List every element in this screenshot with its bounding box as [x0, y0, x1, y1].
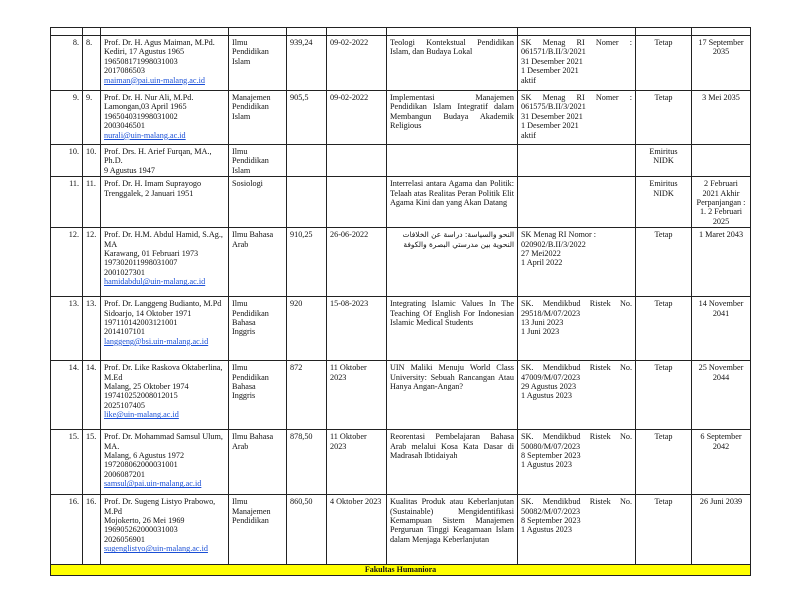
professor-name: Prof. Dr. H.M. Abdul Hamid, S.Ag., MA: [104, 230, 223, 249]
field-cell: [229, 430, 287, 495]
field-cell: [229, 361, 287, 430]
speech-title-cell: [387, 228, 518, 297]
email-link[interactable]: hamidabdul@uin-malang.ac.id: [104, 277, 206, 287]
table-row: [51, 91, 751, 145]
retirement-date: 1 Maret 2043: [692, 228, 751, 297]
row-number: 13.: [51, 297, 83, 361]
decree-line: SK. Mendikbud Ristek No. 50080/M/07/2023: [521, 432, 632, 451]
speech-title: Implementasi Manajemen Pendidikan Islam Integratif dalam Membangun Budaya Akademik Religious: [390, 93, 514, 131]
nip-number: 197208062000031001: [104, 460, 178, 470]
kum-score: 872: [287, 361, 327, 430]
nidn-number: 2001027301: [104, 267, 145, 277]
nip-number: 196905262000031003: [104, 525, 178, 535]
email-link[interactable]: sugenglistyo@uin-malang.ac.id: [104, 544, 208, 554]
professor-info-cell: [101, 145, 229, 177]
decree-line: 27 Mei2022: [521, 249, 561, 259]
row-number-secondary: 16.: [83, 495, 101, 565]
nip-number: 196504031998031002: [104, 111, 178, 121]
field-line: Ilmu Bahasa: [232, 230, 274, 240]
speech-title-cell: [387, 361, 518, 430]
field-line: Sosiologi: [232, 179, 263, 189]
employment-status: Emiritus NIDK: [636, 177, 692, 228]
retirement-date: 17 September 2035: [692, 36, 751, 91]
field-line: Ilmu: [232, 147, 248, 156]
decree-line: aktif: [521, 130, 537, 140]
nidn-number: 2014107101: [104, 327, 145, 337]
professor-name: Prof. Dr. H. Nur Ali, M.Pd.: [104, 93, 194, 102]
birth-info: Lamongan,03 April 1965: [104, 102, 187, 112]
nidn-number: 2025107405: [104, 400, 145, 410]
inauguration-date: 09-02-2022: [327, 36, 387, 91]
employment-status: Tetap: [636, 36, 692, 91]
row-number: 8.: [51, 36, 83, 91]
professor-name: Prof. Dr. Mohammad Samsul Ulum, MA.: [104, 432, 223, 451]
birth-info: Sidoarjo, 14 Oktober 1971: [104, 308, 192, 318]
speech-title-arabic: النحو والسياسة: دراسة عن الخلافات النحوية بين مدرستي البصرة والكوفة: [402, 230, 514, 249]
decree-cell: [518, 145, 636, 177]
speech-title: UIN Maliki Menuju World Class University: Sebuah Rancangan Atau Hanya Angan-Angan?: [390, 363, 514, 392]
professor-info-cell: [101, 36, 229, 91]
retirement-date: 25 November 2044: [692, 361, 751, 430]
field-line: Pendidikan: [232, 308, 269, 318]
decree-line: SK Menag RI Nomer : 061571/B.II/3/2021: [521, 38, 632, 57]
professor-info-cell: [101, 495, 229, 565]
employment-status: Tetap: [636, 297, 692, 361]
decree-line: 31 Desember 2021: [521, 56, 583, 66]
kum-score: 939,24: [287, 36, 327, 91]
professor-info-cell: [101, 430, 229, 495]
speech-title-cell: [387, 36, 518, 91]
email-link[interactable]: langgeng@bsi.uin-malang.ac.id: [104, 336, 209, 346]
inauguration-date: 4 Oktober 2023: [327, 495, 387, 565]
speech-title: Integrating Islamic Values In The Teaching Of English For Indonesian Islamic Medical Students: [390, 299, 514, 328]
decree-line: aktif: [521, 75, 537, 85]
employment-status: Tetap: [636, 228, 692, 297]
field-line: Ilmu: [232, 497, 248, 507]
nidn-number: 2026056901: [104, 534, 145, 544]
decree-line: 8 September 2023: [521, 516, 581, 526]
nip-number: 197110142003121001: [104, 318, 178, 328]
decree-cell: [518, 495, 636, 565]
field-cell: [229, 297, 287, 361]
decree-line: SK. Mendikbud Ristek No. 47009/M/07/2023: [521, 363, 632, 382]
decree-line: 1 Desember 2021: [521, 66, 579, 76]
professor-name: Prof. Dr. Sugeng Listyo Prabowo, M.Pd: [104, 497, 216, 516]
row-number-secondary: 9.: [83, 91, 101, 145]
row-number-secondary: 11.: [83, 177, 101, 228]
field-line: Pendidikan: [232, 102, 269, 112]
inauguration-date: 26-06-2022: [327, 228, 387, 297]
kum-score: [287, 145, 327, 177]
decree-line: 31 Desember 2021: [521, 111, 583, 121]
field-line: Inggris: [232, 391, 256, 401]
decree-line: SK. Mendikbud Ristek No. 29518/M/07/2023: [521, 299, 632, 318]
speech-title-cell: [387, 177, 518, 228]
kum-score: 910,25: [287, 228, 327, 297]
decree-cell: [518, 177, 636, 228]
table-row: [51, 297, 751, 361]
decree-cell: [518, 228, 636, 297]
field-cell: [229, 177, 287, 228]
speech-title: Interrelasi antara Agama dan Politik: Telaah atas Realitas Peran Politik Elit Agama Kini dan yang Akan Datang: [390, 179, 514, 208]
table-top-row: [51, 28, 751, 36]
speech-title-cell: [387, 297, 518, 361]
birth-info: Malang, 25 Oktober 1974: [104, 382, 189, 392]
retirement-date: 3 Mei 2035: [692, 91, 751, 145]
professor-info-cell: [101, 228, 229, 297]
kum-score: 920: [287, 297, 327, 361]
field-line: Ilmu Bahasa: [232, 432, 274, 442]
field-line: Pendidikan: [232, 156, 269, 166]
professor-info-cell: [101, 91, 229, 145]
professor-name: Prof. Dr. H. Agus Maiman, M.Pd.: [104, 38, 215, 47]
field-line: Islam: [232, 111, 251, 121]
field-line: Ilmu: [232, 299, 248, 309]
speech-title-cell: [387, 430, 518, 495]
professor-info-cell: [101, 297, 229, 361]
retirement-date: 14 November 2041: [692, 297, 751, 361]
inauguration-date: [327, 177, 387, 228]
row-number-secondary: 8.: [83, 36, 101, 91]
kum-score: 860,50: [287, 495, 327, 565]
retirement-date: 6 September 2042: [692, 430, 751, 495]
retirement-date: 26 Juni 2039: [692, 495, 751, 565]
table-row: [51, 495, 751, 565]
decree-line: 1 Agustus 2023: [521, 525, 572, 535]
decree-line: 1 Juni 2023: [521, 327, 560, 337]
field-line: Pendidikan: [232, 47, 269, 57]
field-line: Arab: [232, 441, 249, 451]
table-row: [51, 145, 751, 177]
professor-name: Prof. Dr. H. Imam Suprayogo: [104, 179, 202, 189]
row-number: 11.: [51, 177, 83, 228]
speech-title-cell: [387, 145, 518, 177]
kum-score: 878,50: [287, 430, 327, 495]
decree-line: 020902/B.II/3/2022: [521, 239, 586, 249]
field-line: Islam: [232, 165, 251, 175]
field-line: Manajemen: [232, 506, 271, 516]
field-line: Pendidikan: [232, 372, 269, 382]
row-number: 14.: [51, 361, 83, 430]
speech-title-cell: [387, 91, 518, 145]
field-line: Bahasa: [232, 318, 256, 328]
inauguration-date: 15-08-2023: [327, 297, 387, 361]
table-row: [51, 430, 751, 495]
decree-line: 8 September 2023: [521, 451, 581, 461]
decree-line: 29 Agustus 2023: [521, 382, 577, 392]
row-number-secondary: 12.: [83, 228, 101, 297]
row-number: 16.: [51, 495, 83, 565]
email-link[interactable]: nurali@uin-malang.ac.id: [104, 130, 186, 140]
field-line: Pendidikan: [232, 516, 269, 526]
nidn-number: 2003046501: [104, 121, 145, 131]
row-number: 10.: [51, 145, 83, 177]
decree-cell: [518, 91, 636, 145]
employment-status: Emiritus NIDK: [636, 145, 692, 177]
retirement-date: [692, 145, 751, 177]
field-line: Arab: [232, 239, 249, 249]
professor-name: Prof. Dr. Like Raskova Oktaberlina, M.Ed: [104, 363, 223, 382]
professor-info-cell: [101, 177, 229, 228]
employment-status: Tetap: [636, 430, 692, 495]
decree-line: SK Menag RI Nomer : 061575/B.II/3/2021: [521, 93, 632, 112]
speech-title-cell: [387, 495, 518, 565]
nip-number: 197410252008012015: [104, 391, 178, 401]
professor-name: Prof. Dr. Langgeng Budianto, M.Pd: [104, 299, 222, 309]
field-cell: [229, 36, 287, 91]
decree-line: 1 Desember 2021: [521, 121, 579, 131]
row-number-secondary: 10.: [83, 145, 101, 177]
inauguration-date: [327, 145, 387, 177]
birth-info: Kediri, 17 Agustus 1965: [104, 47, 185, 57]
field-line: Bahasa: [232, 382, 256, 392]
decree-line: 1 Agustus 2023: [521, 391, 572, 401]
faculty-section-row: [51, 565, 751, 576]
email-link[interactable]: maiman@pai.uin-malang.ac.id: [104, 75, 205, 85]
decree-line: 1 Agustus 2023: [521, 460, 572, 470]
row-number-secondary: 15.: [83, 430, 101, 495]
birth-info: Karawang, 01 Februari 1973: [104, 249, 199, 259]
speech-title: Kualitas Produk atau Keberlanjutan (Sustainable) Mengidentifikasi Kemampuan Sistem Manajemen Perguruan Tinggi Keagamaan Islam dalam Menjaga Keberlanjutan: [390, 497, 514, 544]
birth-info: Malang, 6 Agustus 1972: [104, 451, 185, 461]
decree-line: SK Menag RI Nomor :: [521, 230, 597, 240]
decree-cell: [518, 430, 636, 495]
nidn-number: 2006087201: [104, 469, 145, 479]
table-row: [51, 36, 751, 91]
field-cell: [229, 145, 287, 177]
nidn-number: 2017086503: [104, 66, 145, 76]
field-line: Inggris: [232, 327, 256, 337]
table-row: [51, 177, 751, 228]
nip-number: 196508171998031003: [104, 56, 178, 66]
email-link[interactable]: like@uin-malang.ac.id: [104, 410, 179, 420]
row-number: 9.: [51, 91, 83, 145]
field-line: Ilmu: [232, 38, 248, 47]
birth-info: Mojokerto, 26 Mei 1969: [104, 516, 185, 526]
decree-cell: [518, 36, 636, 91]
field-cell: [229, 91, 287, 145]
decree-line: 13 Juni 2023: [521, 318, 564, 328]
email-link[interactable]: samsul@pai.uin-malang.ac.id: [104, 479, 202, 489]
kum-score: [287, 177, 327, 228]
field-line: Islam: [232, 56, 251, 66]
row-number: 15.: [51, 430, 83, 495]
field-cell: [229, 228, 287, 297]
kum-score: 905,5: [287, 91, 327, 145]
nip-number: 197302011998031007: [104, 258, 178, 268]
employment-status: Tetap: [636, 91, 692, 145]
faculty-section-label: Fakultas Humaniora: [51, 565, 751, 576]
retirement-date: 2 Februari 2021 Akhir Perpanjangan : 1. 2 Februari 2025: [692, 177, 751, 228]
decree-line: SK. Mendikbud Ristek No. 50082/M/07/2023: [521, 497, 632, 516]
birth-info: 9 Agustus 1947: [104, 165, 155, 175]
inauguration-date: 09-02-2022: [327, 91, 387, 145]
birth-info: Trenggalek, 2 Januari 1951: [104, 188, 194, 198]
row-number: 12.: [51, 228, 83, 297]
inauguration-date: 11 Oktober 2023: [327, 361, 387, 430]
decree-cell: [518, 297, 636, 361]
row-number-secondary: 14.: [83, 361, 101, 430]
decree-line: 1 April 2022: [521, 258, 563, 268]
professor-info-cell: [101, 361, 229, 430]
field-cell: [229, 495, 287, 565]
table-row: [51, 361, 751, 430]
professor-table: [50, 27, 751, 576]
field-line: Ilmu: [232, 363, 248, 373]
speech-title: Teologi Kontekstual Pendidikan Islam, dan Budaya Lokal: [390, 38, 514, 57]
table-row: [51, 228, 751, 297]
field-line: Manajemen: [232, 93, 271, 102]
row-number-secondary: 13.: [83, 297, 101, 361]
speech-title: Reorentasi Pembelajaran Bahasa Arab melalui Kosa Kata Dasar di Madrasah Ibtidaiyah: [390, 432, 514, 461]
inauguration-date: 11 Oktober 2023: [327, 430, 387, 495]
professor-name: Prof. Drs. H. Arief Furqan, MA., Ph.D.: [104, 147, 212, 166]
employment-status: Tetap: [636, 361, 692, 430]
decree-cell: [518, 361, 636, 430]
employment-status: Tetap: [636, 495, 692, 565]
